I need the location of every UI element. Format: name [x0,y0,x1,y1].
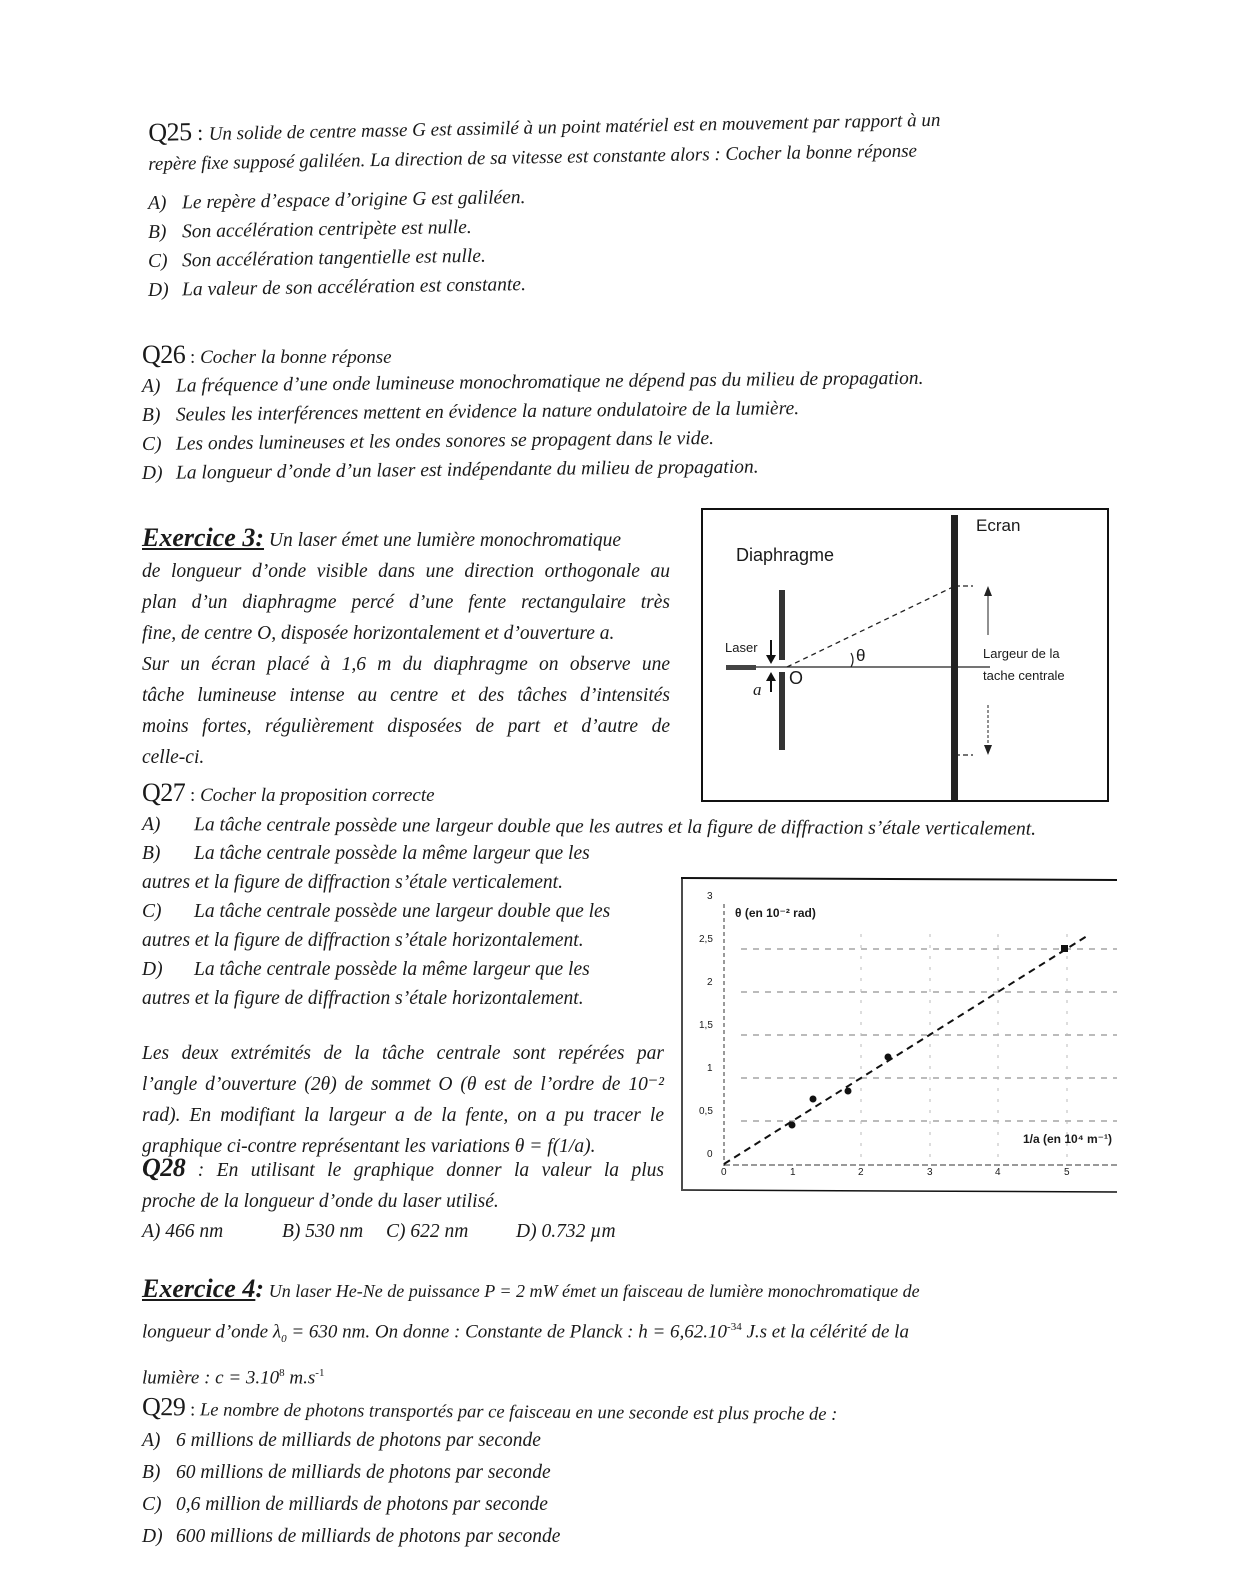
option-a[interactable]: A) La tâche centrale possède une largeur double que les autres et la figure de diffraction s’étale verticalement. [141,814,1037,840]
slit-width-label: a [753,680,762,699]
question-text: : En utilisant le graphique donner la valeur la plus [197,1160,665,1181]
theta-label: θ [856,646,866,665]
paragraph-line: moins fortes, régulièrement disposées de part et d’autre de [142,716,670,737]
option-b[interactable]: B) La tâche centrale possède la même largeur que les [142,843,590,864]
option-c-continued: autres et la figure de diffraction s’étale horizontalement. [142,930,584,951]
exercise-text-line2: longueur d’onde $\lambda_0 = 630$ nm. On donne : Constante de Planck : $h = 6,62.10^{-34}$ J.s et la célérité de la [142,1321,909,1346]
option-a[interactable]: A) La fréquence d’une onde lumineuse monochromatique ne dépend pas du milieu de propagation. [141,367,924,397]
q25-options [148,186,526,302]
option-c[interactable]: C) Les ondes lumineuses et les ondes sonores se propagent dans le vide. [141,428,715,455]
x-tick: 2 [858,1167,864,1178]
question-text: repère fixe supposé galiléen. La direction de sa vitesse est constante alors : Cocher la bonne réponse [148,140,918,175]
y-tick: 0 [707,1149,713,1160]
diaphragm-label: Diaphragme [736,545,835,565]
option-b[interactable]: B) Son accélération centripète est nulle. [147,216,472,243]
exercise-4-block: Exercice 4: Un laser He-Ne de puissance P = 2 mW émet un faisceau de lumière monochromatique de longueur d’onde $\lambda_0 = 630$ nm. On donne : Constante de Planck : $h = 6,62.10^{-34}$ J.s et la célérité de la lumière : $c = 3.10^8$ $m.s^{-1}$ [142,1272,1092,1394]
option-c[interactable]: C) Son accélération tangentielle est nulle. [147,245,486,272]
y-tick: 1 [707,1063,713,1074]
question-text: Cocher la proposition correcte [200,785,435,806]
x-axis-label: 1/a (en 10⁴ m⁻¹) [1023,1132,1112,1146]
option-b[interactable]: B) 60 millions de milliards de photons par seconde [142,1462,551,1483]
x-tick: 0 [721,1167,727,1178]
option-d[interactable]: D) La valeur de son accélération est constante. [147,274,527,301]
option-d-continued: autres et la figure de diffraction s’étale horizontalement. [142,988,584,1009]
paragraph-line: graphique ci-contre représentant les variations θ = f(1/a). [142,1136,596,1157]
option-a[interactable]: A) 466 nm [142,1221,224,1242]
chart-svg [681,874,1117,1196]
y-tick: 3 [707,891,713,902]
center-o-label: O [789,668,804,688]
y-tick: 0,5 [699,1106,713,1117]
paragraph-line: plan d’un diaphragme percé d’une fente rectangulaire très [142,592,670,613]
paragraph-line: Les deux extrémités de la tâche centrale sont repérées par [142,1043,664,1064]
y-tick: 1,5 [699,1020,713,1031]
option-d[interactable]: D) 600 millions de milliards de photons par seconde [142,1526,561,1547]
option-c[interactable]: C) 622 nm [386,1221,469,1242]
paragraph-line: Sur un écran placé à 1,6 m du diaphragme on observe une [142,654,670,675]
width-label-line1: Largeur de la [983,646,1060,661]
question-number: Q28 [142,1153,186,1182]
exercise-3-text: Exercice 3: Un laser émet une lumière monochromatique de longueur d’onde visible dans une direction orthogonale au plan d’un diaphragme percé d’une fente rectangulaire très fine, de centre O, disposée horizontalement et d’ouverture a. Sur un écran placé à 1,6 m du diaphragme on observe une tâche lumineuse intense au centre et des tâches d’intensités moins fortes, régulièrement disposées de part et d’autre de celle-ci. [142,522,670,773]
question-text: Un solide de centre masse G est assimilé à un point matériel est en mouvement par rapport à un [208,109,941,145]
screen-label: Ecran [976,516,1021,535]
chart-explanation [142,1038,664,1162]
laser-label: Laser [725,640,758,655]
paragraph-line: fine, de centre O, disposée horizontalement et d’ouverture a. [142,623,615,644]
question-text: Le nombre de photons transportés par ce faisceau en une seconde est plus proche de : [199,1400,838,1425]
option-a[interactable]: A) 6 millions de milliards de photons par seconde [142,1430,541,1451]
exercise-text: Un laser He-Ne de puissance P = 2 mW émet un faisceau de lumière monochromatique de [268,1281,920,1301]
exercise-title: Exercice 4 [142,1274,256,1303]
option-c[interactable]: C) La tâche centrale possède une largeur double que les [142,901,611,922]
paragraph-line: rad). En modifiant la largeur a de la fente, on a pu tracer le [142,1105,664,1126]
q25-block: Q25 : Un solide de centre masse G est assimilé à un point matériel est en mouvement par rapport à un repère fixe supposé galiléen. La direction de sa vitesse est constante alors : Cocher la bonne réponse [148,109,941,175]
paragraph-line: l’angle d’ouverture (2θ) de sommet O (θ est de l’ordre de 10⁻² [142,1074,664,1095]
y-tick: 2,5 [699,934,713,945]
q27-block: Q27 : Cocher la proposition correcte A) La tâche centrale possède une largeur double que les autres et la figure de diffraction s’étale verticalement. B) La tâche centrale possède la même largeur que les autres et la figure de diffraction s’étale verticalement. C) La tâche centrale possède une largeur double que les autres et la figure de diffraction s’étale horizontalement. D) La tâche centrale possède la même largeur que les autres et la figure de diffraction s’étale horizontalement. [142,778,1036,1013]
x-tick: 4 [995,1167,1001,1178]
option-b[interactable]: B) Seules les interférences mettent en évidence la nature ondulatoire de la lumière. [141,398,800,426]
y-tick: 2 [707,977,713,988]
x-tick: 1 [790,1167,796,1178]
width-label-line2: tache centrale [983,668,1065,683]
diffraction-diagram [701,508,1109,802]
option-b-continued: autres et la figure de diffraction s’étale verticalement. [142,872,563,893]
exercise-text-line3: lumière : $c = 3.10^8$ $m.s^{-1}$ [142,1367,325,1389]
option-d[interactable]: D) La tâche centrale possède la même largeur que les [142,959,590,980]
question-text: proche de la longueur d’onde du laser utilisé. [142,1191,499,1212]
question-text: Cocher la bonne réponse [200,347,392,368]
q28-options [142,1217,664,1246]
option-d[interactable]: D) 0.732 µm [516,1221,616,1242]
paragraph-line: celle-ci. [142,747,205,768]
y-axis-label: θ (en 10⁻² rad) [735,906,816,920]
question-number: Q26 [142,340,186,369]
theta-vs-inverse-a-chart [681,874,1117,1196]
x-tick: 3 [927,1167,933,1178]
paragraph-line: tâche lumineuse intense au centre et des tâches d’intensités [142,685,670,706]
option-c[interactable]: C) 0,6 million de milliards de photons par seconde [142,1494,548,1515]
option-a[interactable]: A) Le repère d’espace d’origine G est galiléen. [147,187,526,214]
question-number: Q29 [141,1392,186,1422]
q28-block [142,1152,664,1246]
option-d[interactable]: D) La longueur d’onde d’un laser est indépendante du milieu de propagation. [141,456,759,484]
question-number: Q27 [142,778,186,807]
option-b[interactable]: B) 530 nm [282,1221,364,1242]
question-number: Q25 [148,117,192,147]
q29-block: Q29 : Le nombre de photons transportés par ce faisceau en une seconde est plus proche de : A) 6 millions de milliards de photons par seconde B) 60 millions de milliards de photons par seconde C) 0,6 million de milliards de photons par seconde D) 600 millions de milliards de photons par seconde [142,1392,837,1553]
exercise-title: Exercice 3: [142,523,265,552]
q26-block: Q26 : Cocher la bonne réponse A) La fréquence d’une onde lumineuse monochromatique ne dépend pas du milieu de propagation. B) Seules les interférences mettent en évidence la nature ondulatoire de la lumière. C) Les ondes lumineuses et les ondes sonores se propagent dans le vide. D) La longueur d’onde d’un laser est indépendante du milieu de propagation. [142,340,924,488]
paragraph-line: de longueur d’onde visible dans une direction orthogonale au [142,561,670,582]
x-tick: 5 [1064,1167,1070,1178]
